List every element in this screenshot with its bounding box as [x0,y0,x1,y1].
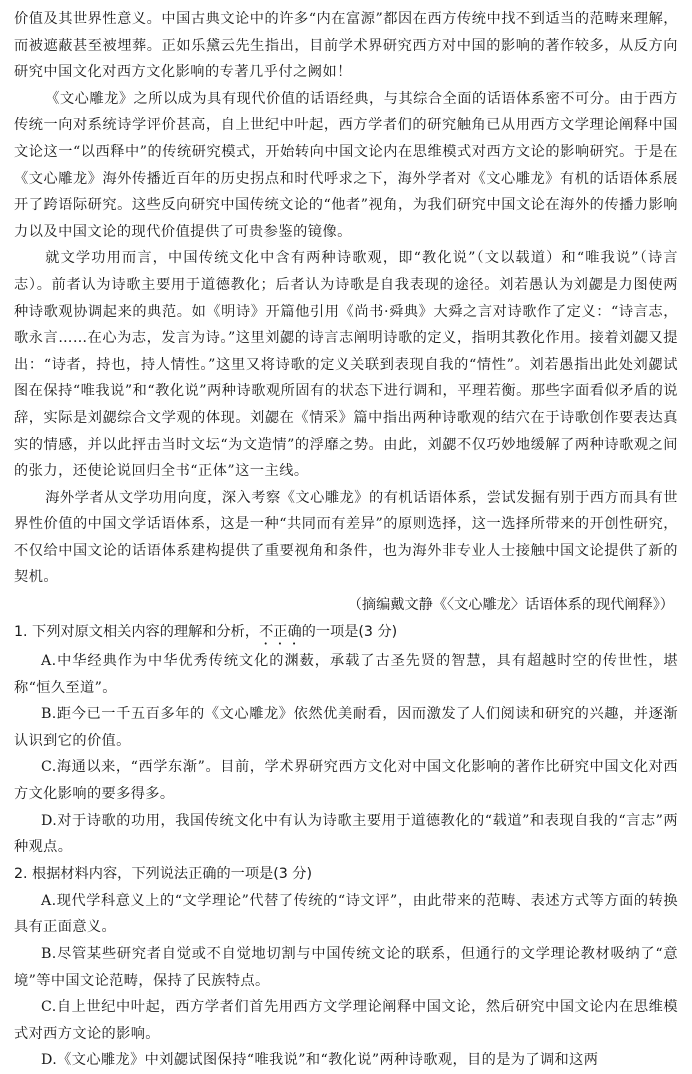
article-paragraph-4: 海外学者从文学功用向度，深入考察《文心雕龙》的有机话语体系，尝试发掘有别于西方而具有世界性价值的中国文学话语体系，这是一种“共同而有差异”的原则选择，这一选择所带来的开创性研究，不仅给中国文论的话语体系建构提供了重要视角和条件，也为海外非专业人士接触中国文论提供了新的契机。 [14,489,678,586]
question-1-option-d: D.对于诗歌的功用，我国传统文化中有认为诗歌主要用于道德教化的“载道”和表现自我的“言志”两种观点。 [14,812,678,856]
article-paragraph-3: 就文学功用而言，中国传统文化中含有两种诗歌观，即“教化说”（文以载道）和“唯我说”（诗言志）。前者认为诗歌主要用于道德教化；后者认为诗歌是自我表现的途径。刘若愚认为刘勰是力图使两种诗歌观协调起来的典范。如《明诗》开篇他引用《尚书·舜典》大舜之言对诗歌作了定义：“诗言志，歌永言……在心为志，发言为诗。”这里刘勰的诗言志阐明诗歌的定义，指明其教化作用。接着刘勰又提出：“诗者，持也，持人情性。”这里又将诗歌的定义关联到表现自我的“情性”。刘若愚指出此处刘勰试图在保持“唯我说”和“教化说”两种诗歌观所固有的状态下进行调和，平理若衡。那些字面看似矛盾的说辞，实际是刘勰综合文学观的体现。刘勰在《情采》篇中指出两种诗歌观的结穴在于诗歌创作要表达真实的情感，并以此抨击当时文坛“为文造情”的浮靡之势。由此，刘勰不仅巧妙地缓解了两种诗歌观之间的张力，还使论说回归全书“正体”这一主线。 [14,250,678,480]
question-2-stem: 2. 根据材料内容，下列说法正确的一项是(3 分) [14,865,313,882]
question-1-stem [14,619,678,648]
question-1-emphasis: 不正确 [259,624,302,641]
question-1-option-a: A.中华经典作为中华优秀传统文化的渊薮，承载了古圣先贤的智慧，具有超越时空的传世性，堪称“恒久至道”。 [14,653,678,696]
question-2-option-c: C.自上世纪中叶起，西方学者们首先用西方文学理论阐释中国文论，然后研究中国文论内在思维模式对西方文论的影响。 [14,999,678,1042]
question-1-option-b: B.距今已一千五百多年的《文心雕龙》依然优美耐看，因而激发了人们阅读和研究的兴趣，并逐渐认识到它的价值。 [14,706,678,749]
article-paragraph-2: 《文心雕龙》之所以成为具有现代价值的话语经典，与其综合全面的话语体系密不可分。由于西方传统一向对系统诗学评价甚高，自上世纪中叶起，西方学者们的研究触角已从用西方文学理论阐释中国文论这一“以西释中”的传统研究模式，开始转向中国文论内在思维模式对西方文论的影响研究。于是在《文心雕龙》海外传播近百年的历史拐点和时代呼求之下，海外学者对《文心雕龙》有机的话语体系展开了跨语际研究。这些反向研究中国传统文论的“他者”视角，为我们研究中国文论在海外的传播力影响力以及中国文论的现代价值提供了可贵参鉴的镜像。 [14,90,678,240]
question-1-stem-post: 的一项是(3 分) [301,624,398,641]
question-1-option-c: C.海通以来，“西学东渐”。目前，学术界研究西方文化对中国文化影响的著作比研究中国文化对西方文化影响的要多得多。 [14,759,678,803]
question-2-option-b: B.尽管某些研究者自觉或不自觉地切割与中国传统文论的联系，但通行的文学理论教材吸纳了“意境”等中国文论范畴，保持了民族特点。 [14,946,678,989]
article-source: （摘编戴文静《〈文心雕龙〉话语体系的现代阐释》） [347,597,674,614]
question-2-option-d: D.《文心雕龙》中刘勰试图保持“唯我说”和“教化说”两种诗歌观，目的是为了调和这两 [40,1052,599,1069]
question-1-stem-pre: 1. 下列对原文相关内容的理解和分析， [14,624,260,641]
article-paragraph-1: 价值及其世界性意义。中国古典文论中的许多“内在富源”都因在西方传统中找不到适当的范畴来理解，而被遮蔽甚至被埋葬。正如乐黛云先生指出，目前学术界研究西方对中国的影响的著作较多，从反方向研究中国文化对西方文化影响的专著几乎付之阙如！ [14,11,678,81]
question-2-option-a: A.现代学科意义上的“文学理论”代替了传统的“诗文评”，由此带来的范畴、表述方式等方面的转换具有正面意义。 [14,892,678,936]
